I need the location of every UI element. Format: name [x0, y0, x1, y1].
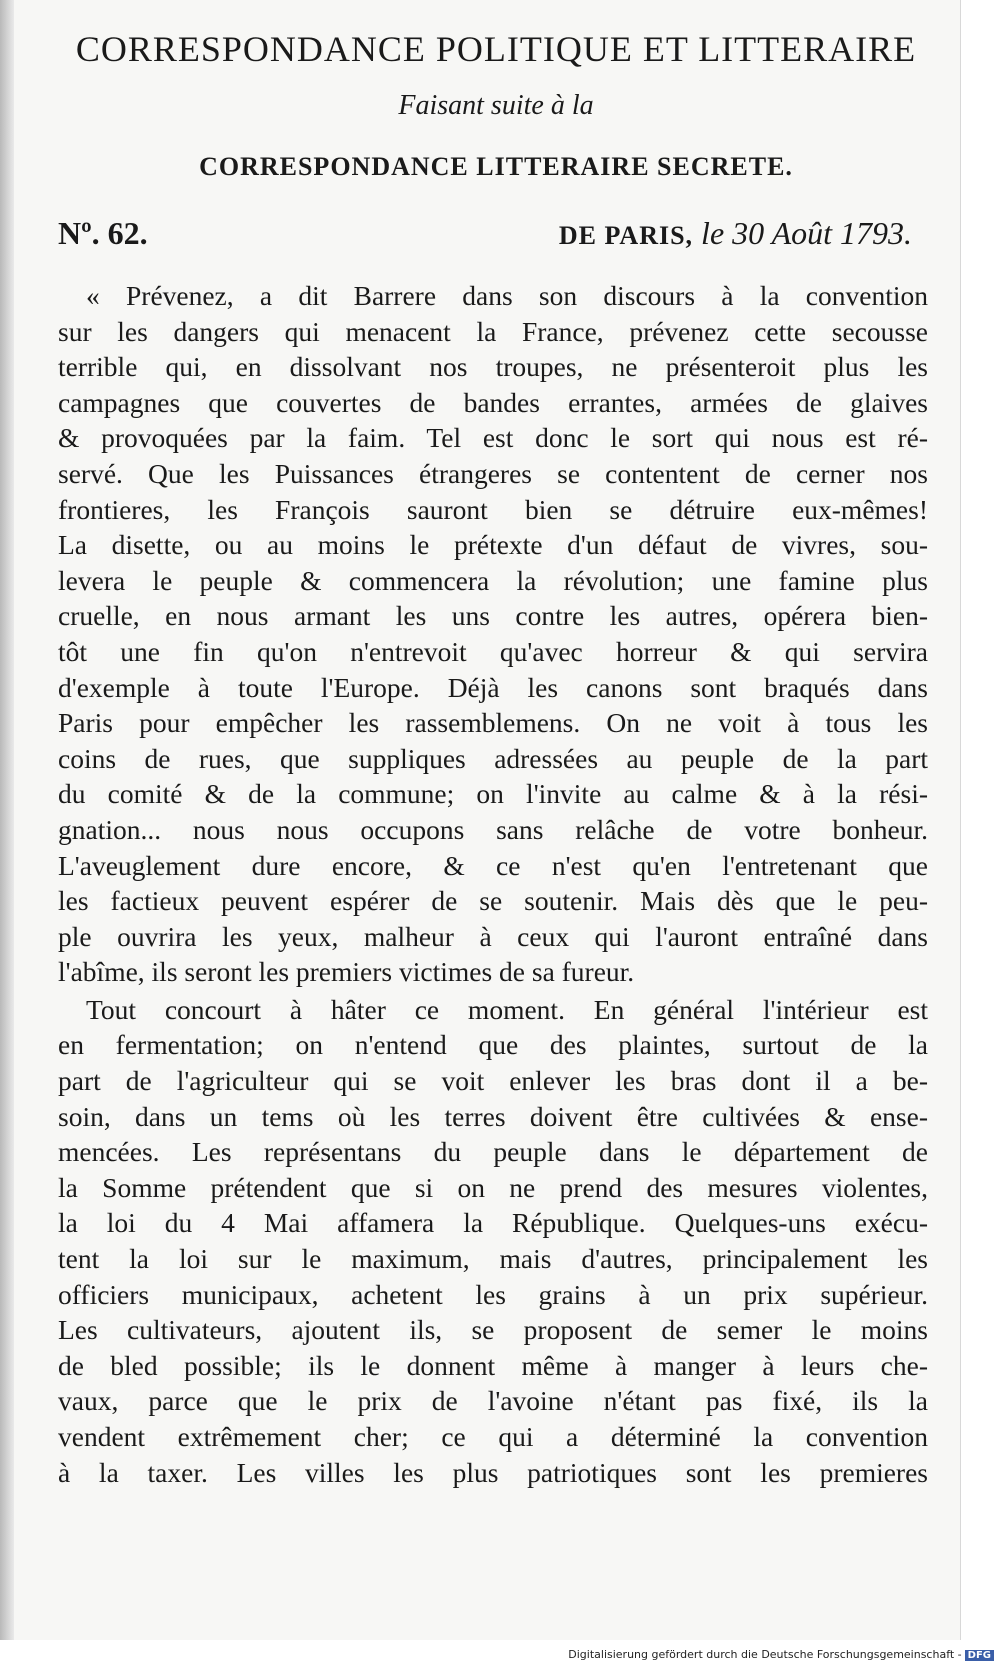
page-gutter	[0, 0, 14, 1640]
body-line: La disette, ou au moins le prétexte d'un défaut de vivres, sou-	[58, 529, 928, 561]
body-line: du comité & de la commune; on l'invite au calme & à la rési-	[58, 778, 928, 810]
body-line: sur les dangers qui menacent la France, prévenez cette secousse	[58, 315, 928, 347]
masthead-title: CORRESPONDANCE POLITIQUE ET LITTERAIRE	[75, 29, 917, 69]
body-line: & provoquées par la faim. Tel est donc le sort qui nous est ré-	[58, 422, 928, 454]
dateline-city: DE PARIS,	[558, 221, 694, 250]
body-line: Paris pour empêcher les rassemblemens. On ne voit à tous les	[58, 707, 928, 739]
body-line: ple ouvrira les yeux, malheur à ceux qui l'auront entraîné dans	[58, 920, 928, 952]
article-body	[58, 278, 928, 1490]
body-line: L'aveuglement dure encore, & ce n'est qu'en l'entretenant que	[58, 849, 928, 881]
body-line: « Prévenez, a dit Barrere dans son discours à la convention	[86, 280, 928, 311]
digitization-credit	[568, 1648, 994, 1661]
body-line: coins de rues, que suppliques adressées au peuple de la part	[58, 742, 928, 774]
body-line: gnation... nous nous occupons sans relâche de votre bonheur.	[58, 813, 928, 845]
body-line: mencées. Les représentans du peuple dans le département de	[58, 1136, 928, 1168]
body-line: part de l'agriculteur qui se voit enlever les bras dont il a be-	[58, 1065, 928, 1097]
body-line: les factieux peuvent espérer de se soutenir. Mais dès que le peu-	[58, 885, 928, 917]
body-line: de bled possible; ils le donnent même à manger à leurs che-	[58, 1349, 928, 1381]
dateline-date: le 30 Août 1793.	[701, 215, 912, 251]
body-line: la Somme prétendent que si on ne prend des mesures violentes,	[58, 1171, 928, 1203]
body-line: campagnes que couvertes de bandes errantes, armées de glaives	[58, 386, 928, 418]
masthead-subtitle-secondary: CORRESPONDANCE LITTERAIRE SECRETE.	[199, 152, 793, 181]
body-line: la loi du 4 Mai affamera la République. Quelques-uns exécu-	[58, 1207, 928, 1239]
body-line: vaux, parce que le prix de l'avoine n'étant pas fixé, ils la	[58, 1385, 928, 1417]
dateline-place	[559, 215, 912, 252]
body-line: vendent extrêmement cher; ce qui a déterminé la convention	[58, 1421, 928, 1452]
body-line: terrible qui, en dissolvant nos troupes, ne présenteroit plus les	[58, 351, 928, 383]
body-line: à la taxer. Les villes les plus patriotiques sont les premieres	[58, 1456, 928, 1488]
body-line: tôt une fin qu'on n'entrevoit qu'avec horreur & qui servira	[58, 635, 928, 667]
body-line: soin, dans un tems où les terres doivent être cultivées & ense-	[58, 1100, 928, 1132]
body-line: levera le peuple & commencera la révolution; une famine plus	[58, 564, 928, 596]
masthead-subtitle: Faisant suite à la	[398, 90, 594, 121]
body-line: d'exemple à toute l'Europe. Déjà les canons sont braqués dans	[58, 671, 928, 703]
credit-text: Digitalisierung gefördert durch die Deutsche Forschungsgemeinschaft -	[568, 1648, 962, 1661]
body-line: servé. Que les Puissances étrangeres se contentent de cerner nos	[58, 457, 928, 489]
body-line: en fermentation; on n'entend que des plaintes, surtout de la	[58, 1029, 928, 1061]
body-line: Tout concourt à hâter ce moment. En général l'intérieur est	[86, 993, 928, 1025]
body-line: cruelle, en nous armant les uns contre les autres, opérera bien-	[58, 600, 928, 632]
dateline	[58, 215, 928, 252]
body-line: frontieres, les François sauront bien se détruire eux-mêmes!	[58, 493, 928, 525]
issue-number: Nº. 62.	[58, 215, 148, 251]
body-line: l'abîme, ils seront les premiers victimes de sa fureur.	[58, 956, 635, 988]
dfg-logo: DFG	[965, 1650, 994, 1661]
body-line: tent la loi sur le maximum, mais d'autres, principalement les	[58, 1243, 928, 1275]
body-line: Les cultivateurs, ajoutent ils, se proposent de semer le moins	[58, 1314, 928, 1346]
body-line: officiers municipaux, achetent les grains à un prix supérieur.	[58, 1278, 928, 1310]
